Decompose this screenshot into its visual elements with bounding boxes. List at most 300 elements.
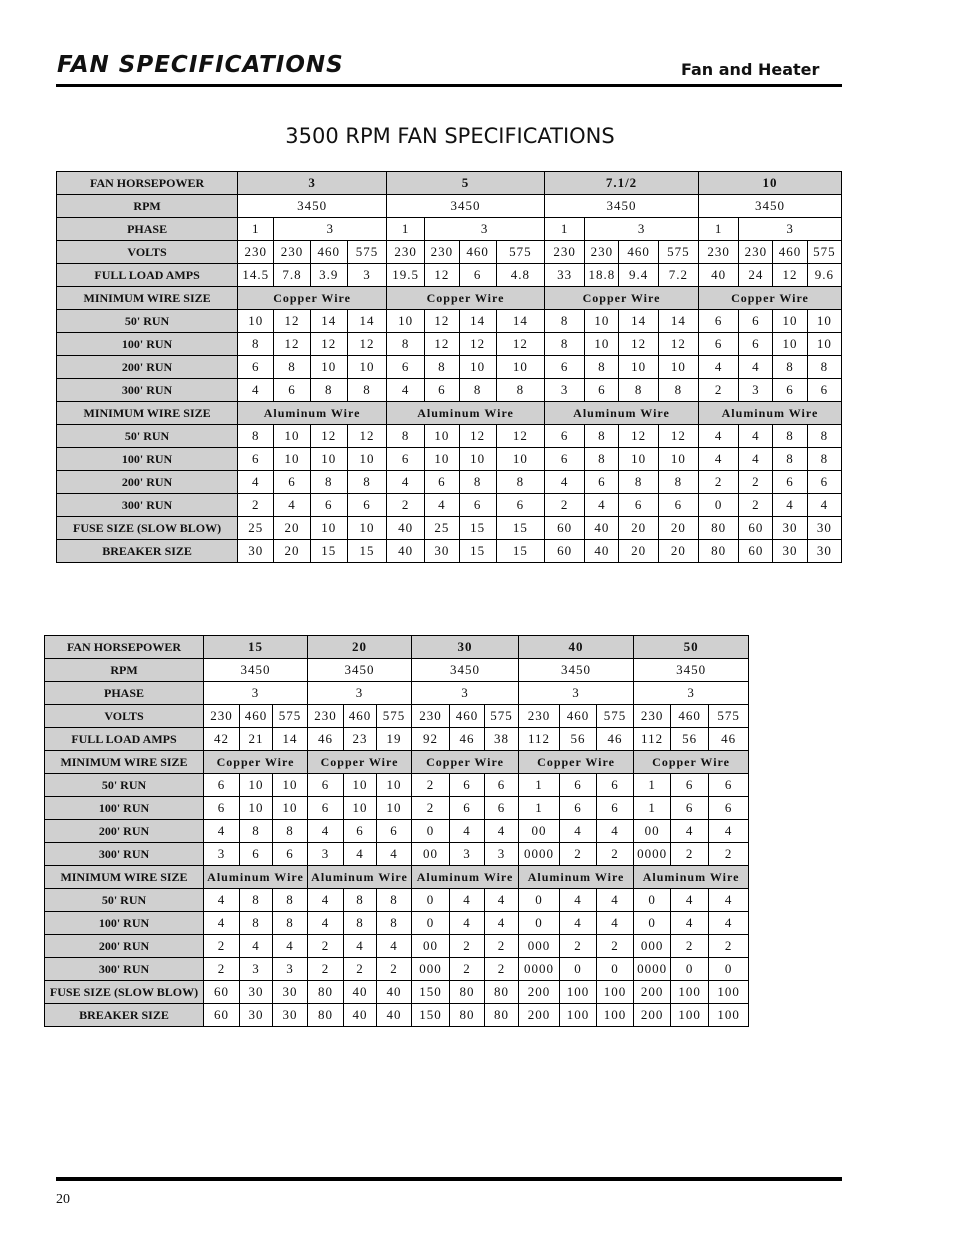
breaker-value: 40	[377, 1004, 412, 1027]
volts-value: 460	[310, 241, 347, 264]
wire-gauge-value: 2	[450, 935, 485, 958]
row-label: 300' RUN	[57, 379, 238, 402]
wire-gauge-value: 10	[347, 448, 386, 471]
row-label: FULL LOAD AMPS	[57, 264, 238, 287]
wire-gauge-value: 8	[387, 333, 425, 356]
row-label: 200' RUN	[57, 471, 238, 494]
volts-value: 460	[773, 241, 807, 264]
wire-gauge-value: 10	[238, 310, 274, 333]
wire-gauge-value: 6	[450, 797, 485, 820]
row-label: VOLTS	[45, 705, 204, 728]
wire-gauge-value: 0	[709, 958, 749, 981]
fla-value: 40	[698, 264, 738, 287]
wire-gauge-value: 6	[807, 471, 841, 494]
wire-gauge-value: 4	[344, 935, 377, 958]
wire-gauge-value: 12	[619, 333, 658, 356]
table-row	[57, 471, 842, 494]
row-label: MINIMUM WIRE SIZE	[57, 402, 238, 425]
wire-gauge-value: 6	[671, 797, 709, 820]
wire-gauge-value: 2	[709, 935, 749, 958]
wire-gauge-value: 14	[619, 310, 658, 333]
table-row	[57, 310, 842, 333]
wire-gauge-value: 6	[425, 471, 459, 494]
wire-gauge-value: 6	[545, 448, 585, 471]
wire-gauge-value: 2	[412, 774, 450, 797]
wire-gauge-value: 4	[238, 471, 274, 494]
wire-gauge-value: 6	[240, 843, 273, 866]
wire-gauge-value: 8	[347, 379, 386, 402]
wire-type-header: Copper Wire	[519, 751, 634, 774]
wire-gauge-value: 8	[240, 820, 273, 843]
fuse-value: 20	[619, 517, 658, 540]
wire-gauge-value: 0000	[519, 958, 560, 981]
wire-gauge-value: 4	[377, 843, 412, 866]
volts-value: 575	[347, 241, 386, 264]
wire-gauge-value: 2	[387, 494, 425, 517]
page-header-title: FAN SPECIFICATIONS	[57, 52, 344, 78]
wire-gauge-value: 0	[519, 889, 560, 912]
wire-gauge-value: 6	[773, 471, 807, 494]
wire-gauge-value: 4	[698, 425, 738, 448]
volts-value: 230	[274, 241, 310, 264]
wire-gauge-value: 8	[658, 379, 698, 402]
fuse-value: 30	[240, 981, 273, 1004]
page-header-section: Fan and Heater	[681, 60, 820, 79]
table-row	[57, 218, 842, 241]
wire-gauge-value: 2	[238, 494, 274, 517]
volts-value: 575	[377, 705, 412, 728]
wire-gauge-value: 0	[634, 912, 671, 935]
wire-gauge-value: 4	[739, 425, 773, 448]
wire-gauge-value: 8	[238, 333, 274, 356]
fuse-value: 25	[238, 517, 274, 540]
fan-hp-header: 7.1/2	[545, 172, 699, 195]
wire-gauge-value: 4	[671, 889, 709, 912]
spec-table-small-fans	[56, 171, 842, 563]
wire-gauge-value: 12	[274, 310, 310, 333]
wire-gauge-value: 4	[387, 471, 425, 494]
wire-gauge-value: 4	[597, 820, 634, 843]
table-row	[45, 636, 749, 659]
wire-type-header: Aluminum Wire	[412, 866, 519, 889]
wire-type-header: Aluminum Wire	[387, 402, 545, 425]
wire-gauge-value: 4	[585, 494, 619, 517]
fla-value: 46	[450, 728, 485, 751]
wire-gauge-value: 10	[807, 333, 841, 356]
wire-gauge-value: 1	[634, 774, 671, 797]
wire-gauge-value: 3	[273, 958, 308, 981]
row-label: 100' RUN	[57, 448, 238, 471]
table-row	[45, 820, 749, 843]
wire-gauge-value: 6	[597, 774, 634, 797]
wire-gauge-value: 2	[204, 958, 240, 981]
wire-gauge-value: 10	[344, 774, 377, 797]
fuse-value: 200	[634, 981, 671, 1004]
volts-value: 230	[545, 241, 585, 264]
wire-type-header: Copper Wire	[698, 287, 841, 310]
fla-value: 18.8	[585, 264, 619, 287]
wire-gauge-value: 8	[273, 912, 308, 935]
row-label: FUSE SIZE (SLOW BLOW)	[57, 517, 238, 540]
table-row	[57, 402, 842, 425]
wire-gauge-value: 000	[412, 958, 450, 981]
wire-gauge-value: 2	[698, 471, 738, 494]
wire-gauge-value: 4	[204, 820, 240, 843]
volts-value: 230	[425, 241, 459, 264]
rpm-value: 3450	[545, 195, 699, 218]
rpm-value: 3450	[519, 659, 634, 682]
wire-gauge-value: 4	[204, 889, 240, 912]
phase-value: 3	[308, 682, 412, 705]
breaker-value: 30	[238, 540, 274, 563]
table-row	[57, 172, 842, 195]
wire-gauge-value: 0	[698, 494, 738, 517]
row-label: PHASE	[57, 218, 238, 241]
volts-value: 230	[698, 241, 738, 264]
wire-gauge-value: 12	[459, 425, 496, 448]
wire-gauge-value: 12	[310, 333, 347, 356]
fla-value: 46	[308, 728, 344, 751]
wire-gauge-value: 12	[274, 333, 310, 356]
fuse-value: 60	[545, 517, 585, 540]
table-row	[45, 843, 749, 866]
volts-value: 460	[619, 241, 658, 264]
volts-value: 460	[450, 705, 485, 728]
table-row	[57, 356, 842, 379]
fuse-value: 10	[347, 517, 386, 540]
fla-value: 33	[545, 264, 585, 287]
wire-gauge-value: 6	[274, 379, 310, 402]
wire-gauge-value: 4	[698, 448, 738, 471]
wire-gauge-value: 6	[387, 448, 425, 471]
wire-gauge-value: 2	[671, 935, 709, 958]
wire-gauge-value: 2	[698, 379, 738, 402]
wire-gauge-value: 12	[425, 310, 459, 333]
wire-gauge-value: 6	[773, 379, 807, 402]
header-divider	[56, 84, 842, 87]
wire-gauge-value: 12	[347, 333, 386, 356]
wire-gauge-value: 6	[698, 333, 738, 356]
wire-gauge-value: 8	[773, 425, 807, 448]
wire-gauge-value: 8	[377, 912, 412, 935]
table-row	[57, 425, 842, 448]
wire-gauge-value: 2	[560, 843, 597, 866]
volts-value: 575	[496, 241, 544, 264]
wire-type-header: Aluminum Wire	[519, 866, 634, 889]
wire-gauge-value: 14	[310, 310, 347, 333]
fla-value: 38	[485, 728, 519, 751]
fan-hp-header: 20	[308, 636, 412, 659]
wire-gauge-value: 3	[240, 958, 273, 981]
wire-gauge-value: 2	[671, 843, 709, 866]
fuse-value: 15	[496, 517, 544, 540]
fuse-value: 80	[308, 981, 344, 1004]
phase-value: 3	[739, 218, 842, 241]
wire-gauge-value: 4	[240, 935, 273, 958]
table-row	[45, 751, 749, 774]
wire-gauge-value: 8	[658, 471, 698, 494]
fla-value: 3.9	[310, 264, 347, 287]
wire-type-header: Aluminum Wire	[204, 866, 308, 889]
fla-value: 7.2	[658, 264, 698, 287]
wire-gauge-value: 6	[310, 494, 347, 517]
wire-gauge-value: 2	[308, 958, 344, 981]
breaker-value: 60	[739, 540, 773, 563]
volts-value: 230	[412, 705, 450, 728]
wire-gauge-value: 4	[377, 935, 412, 958]
wire-type-header: Copper Wire	[308, 751, 412, 774]
breaker-value: 15	[347, 540, 386, 563]
wire-gauge-value: 2	[709, 843, 749, 866]
wire-gauge-value: 8	[273, 820, 308, 843]
wire-gauge-value: 6	[238, 356, 274, 379]
fuse-value: 10	[310, 517, 347, 540]
wire-gauge-value: 2	[204, 935, 240, 958]
phase-value: 3	[585, 218, 699, 241]
wire-gauge-value: 10	[387, 310, 425, 333]
wire-gauge-value: 10	[347, 356, 386, 379]
wire-gauge-value: 4	[344, 843, 377, 866]
table-row	[57, 494, 842, 517]
breaker-value: 100	[560, 1004, 597, 1027]
breaker-value: 80	[485, 1004, 519, 1027]
table-row	[57, 448, 842, 471]
wire-gauge-value: 2	[485, 958, 519, 981]
wire-gauge-value: 6	[585, 379, 619, 402]
wire-gauge-value: 4	[425, 494, 459, 517]
wire-gauge-value: 4	[739, 356, 773, 379]
table-row	[57, 517, 842, 540]
rpm-value: 3450	[412, 659, 519, 682]
wire-gauge-value: 10	[619, 448, 658, 471]
wire-gauge-value: 10	[773, 333, 807, 356]
table-row	[45, 774, 749, 797]
wire-gauge-value: 10	[344, 797, 377, 820]
fla-value: 9.6	[807, 264, 841, 287]
wire-gauge-value: 14	[496, 310, 544, 333]
wire-gauge-value: 2	[560, 935, 597, 958]
wire-type-header: Copper Wire	[545, 287, 699, 310]
wire-gauge-value: 6	[344, 820, 377, 843]
wire-gauge-value: 6	[308, 797, 344, 820]
fan-hp-header: 50	[634, 636, 749, 659]
volts-value: 575	[658, 241, 698, 264]
breaker-value: 60	[545, 540, 585, 563]
rpm-value: 3450	[698, 195, 841, 218]
wire-gauge-value: 4	[560, 889, 597, 912]
wire-gauge-value: 10	[310, 356, 347, 379]
wire-gauge-value: 0000	[634, 843, 671, 866]
wire-gauge-value: 6	[204, 797, 240, 820]
wire-gauge-value: 10	[377, 774, 412, 797]
breaker-value: 30	[807, 540, 841, 563]
wire-gauge-value: 0	[560, 958, 597, 981]
wire-gauge-value: 6	[698, 310, 738, 333]
row-label: 100' RUN	[45, 912, 204, 935]
wire-gauge-value: 6	[807, 379, 841, 402]
wire-gauge-value: 6	[204, 774, 240, 797]
fla-value: 4.8	[496, 264, 544, 287]
row-label: FAN HORSEPOWER	[57, 172, 238, 195]
wire-gauge-value: 12	[496, 333, 544, 356]
wire-gauge-value: 6	[739, 310, 773, 333]
rpm-value: 3450	[238, 195, 387, 218]
wire-gauge-value: 8	[274, 356, 310, 379]
table-row	[45, 866, 749, 889]
wire-gauge-value: 6	[545, 356, 585, 379]
wire-gauge-value: 8	[585, 425, 619, 448]
fan-hp-header: 5	[387, 172, 545, 195]
phase-value: 1	[545, 218, 585, 241]
volts-value: 230	[238, 241, 274, 264]
wire-gauge-value: 10	[425, 448, 459, 471]
fuse-value: 150	[412, 981, 450, 1004]
wire-gauge-value: 4	[773, 494, 807, 517]
wire-type-header: Aluminum Wire	[238, 402, 387, 425]
wire-gauge-value: 2	[597, 843, 634, 866]
wire-gauge-value: 6	[485, 774, 519, 797]
wire-gauge-value: 8	[310, 379, 347, 402]
fla-value: 23	[344, 728, 377, 751]
row-label: 200' RUN	[45, 820, 204, 843]
breaker-value: 200	[634, 1004, 671, 1027]
wire-gauge-value: 8	[347, 471, 386, 494]
row-label: 50' RUN	[45, 889, 204, 912]
wire-gauge-value: 10	[274, 425, 310, 448]
wire-gauge-value: 3	[545, 379, 585, 402]
wire-gauge-value: 8	[773, 448, 807, 471]
section-title	[0, 124, 900, 148]
wire-gauge-value: 000	[634, 935, 671, 958]
volts-value: 230	[308, 705, 344, 728]
row-label: PHASE	[45, 682, 204, 705]
wire-gauge-value: 8	[807, 425, 841, 448]
breaker-value: 40	[387, 540, 425, 563]
wire-gauge-value: 0	[519, 912, 560, 935]
fan-hp-header: 30	[412, 636, 519, 659]
wire-type-header: Copper Wire	[387, 287, 545, 310]
volts-value: 575	[709, 705, 749, 728]
fuse-value: 100	[597, 981, 634, 1004]
wire-gauge-value: 4	[597, 912, 634, 935]
breaker-value: 80	[308, 1004, 344, 1027]
fla-value: 6	[459, 264, 496, 287]
fla-value: 14.5	[238, 264, 274, 287]
rpm-value: 3450	[204, 659, 308, 682]
fla-value: 12	[425, 264, 459, 287]
wire-type-header: Aluminum Wire	[308, 866, 412, 889]
phase-value: 3	[425, 218, 545, 241]
volts-value: 575	[597, 705, 634, 728]
wire-gauge-value: 6	[560, 774, 597, 797]
volts-value: 230	[585, 241, 619, 264]
wire-gauge-value: 0	[671, 958, 709, 981]
breaker-value: 200	[519, 1004, 560, 1027]
row-label: BREAKER SIZE	[45, 1004, 204, 1027]
wire-gauge-value: 6	[274, 471, 310, 494]
wire-gauge-value: 8	[807, 448, 841, 471]
wire-gauge-value: 8	[773, 356, 807, 379]
wire-type-header: Copper Wire	[204, 751, 308, 774]
breaker-value: 100	[671, 1004, 709, 1027]
row-label: MINIMUM WIRE SIZE	[45, 866, 204, 889]
fla-value: 112	[634, 728, 671, 751]
wire-gauge-value: 4	[709, 889, 749, 912]
row-label: 100' RUN	[57, 333, 238, 356]
breaker-value: 80	[698, 540, 738, 563]
wire-gauge-value: 6	[671, 774, 709, 797]
wire-gauge-value: 3	[485, 843, 519, 866]
wire-gauge-value: 0	[412, 820, 450, 843]
wire-gauge-value: 4	[671, 820, 709, 843]
wire-gauge-value: 2	[308, 935, 344, 958]
fan-hp-header: 15	[204, 636, 308, 659]
wire-gauge-value: 8	[310, 471, 347, 494]
wire-gauge-value: 4	[485, 912, 519, 935]
wire-gauge-value: 00	[519, 820, 560, 843]
wire-gauge-value: 10	[377, 797, 412, 820]
fan-hp-header: 3	[238, 172, 387, 195]
table-row	[45, 728, 749, 751]
wire-gauge-value: 2	[545, 494, 585, 517]
wire-gauge-value: 6	[450, 774, 485, 797]
breaker-value: 20	[658, 540, 698, 563]
row-label: 300' RUN	[45, 958, 204, 981]
wire-type-header: Copper Wire	[634, 751, 749, 774]
fuse-value: 20	[658, 517, 698, 540]
fla-value: 7.8	[274, 264, 310, 287]
fuse-value: 100	[709, 981, 749, 1004]
volts-value: 230	[634, 705, 671, 728]
breaker-value: 60	[204, 1004, 240, 1027]
row-label: RPM	[57, 195, 238, 218]
fan-hp-header: 40	[519, 636, 634, 659]
fla-value: 92	[412, 728, 450, 751]
wire-gauge-value: 10	[310, 448, 347, 471]
fuse-value: 30	[773, 517, 807, 540]
wire-type-header: Copper Wire	[412, 751, 519, 774]
wire-gauge-value: 6	[597, 797, 634, 820]
breaker-value: 30	[425, 540, 459, 563]
wire-gauge-value: 6	[658, 494, 698, 517]
phase-value: 3	[274, 218, 387, 241]
wire-gauge-value: 4	[274, 494, 310, 517]
wire-gauge-value: 4	[273, 935, 308, 958]
volts-value: 575	[807, 241, 841, 264]
wire-gauge-value: 2	[412, 797, 450, 820]
wire-type-header: Aluminum Wire	[698, 402, 841, 425]
table-row	[57, 241, 842, 264]
fan-hp-header: 10	[698, 172, 841, 195]
wire-gauge-value: 12	[459, 333, 496, 356]
wire-gauge-value: 14	[459, 310, 496, 333]
wire-type-header: Aluminum Wire	[545, 402, 699, 425]
volts-value: 230	[519, 705, 560, 728]
breaker-value: 15	[459, 540, 496, 563]
wire-gauge-value: 8	[240, 889, 273, 912]
wire-gauge-value: 8	[585, 448, 619, 471]
wire-gauge-value: 10	[619, 356, 658, 379]
row-label: 200' RUN	[57, 356, 238, 379]
table-row	[45, 912, 749, 935]
fla-value: 19	[377, 728, 412, 751]
wire-gauge-value: 6	[387, 356, 425, 379]
wire-gauge-value: 6	[459, 494, 496, 517]
breaker-value: 30	[773, 540, 807, 563]
wire-gauge-value: 6	[709, 774, 749, 797]
wire-gauge-value: 4	[560, 912, 597, 935]
row-label: 200' RUN	[45, 935, 204, 958]
